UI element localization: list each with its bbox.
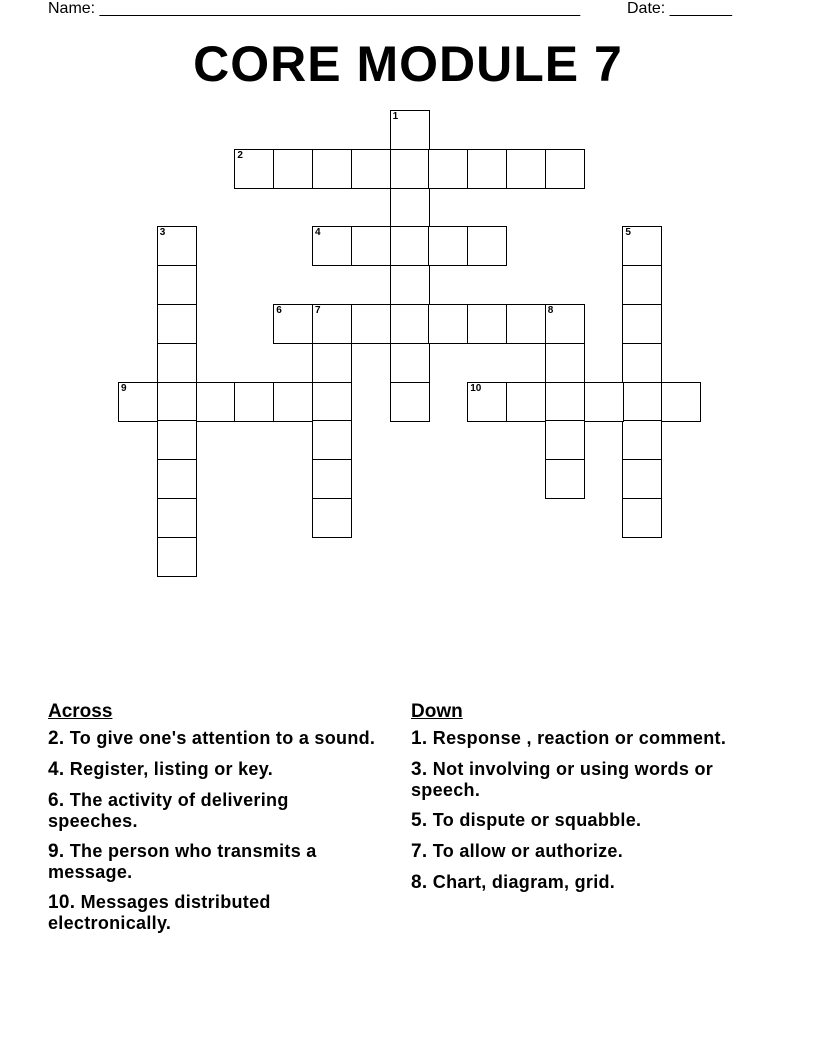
grid-cell[interactable] <box>312 226 352 266</box>
clue-across <box>48 728 378 749</box>
grid-cell[interactable] <box>428 304 468 344</box>
clue-number: 9. <box>48 841 65 862</box>
clue-number: 3. <box>411 759 428 780</box>
clue-number: 6. <box>48 790 65 811</box>
cell-number: 2 <box>237 149 243 161</box>
grid-cell[interactable] <box>661 382 701 422</box>
grid-cell[interactable] <box>545 149 585 189</box>
cell-number: 1 <box>392 111 399 122</box>
grid-cell[interactable] <box>118 382 158 422</box>
grid-cell[interactable] <box>157 382 197 422</box>
clue-down <box>411 810 741 831</box>
grid-cell[interactable] <box>390 226 430 266</box>
grid-cell[interactable] <box>390 265 430 305</box>
grid-cell[interactable] <box>467 382 507 422</box>
grid-cell[interactable] <box>622 304 662 344</box>
grid-cell[interactable] <box>312 149 352 189</box>
grid-cell[interactable] <box>273 304 313 344</box>
grid-cell[interactable] <box>157 226 197 266</box>
clue-number: 1. <box>411 728 428 749</box>
grid-cell[interactable] <box>312 459 352 499</box>
across-clues <box>48 700 378 943</box>
clue-text: To allow or authorize. <box>432 841 624 861</box>
grid-cell[interactable] <box>622 498 662 538</box>
clue-text: Response , reaction or comment. <box>432 728 727 748</box>
clue-across <box>48 841 378 882</box>
clue-down <box>411 872 741 893</box>
clue-number: 10. <box>48 892 76 913</box>
grid-cell[interactable] <box>351 304 391 344</box>
grid-cell[interactable] <box>467 226 507 266</box>
grid-cell[interactable] <box>390 382 430 422</box>
grid-cell[interactable] <box>545 420 585 460</box>
cell-number: 8 <box>547 305 554 316</box>
clue-text: Chart, diagram, grid. <box>432 872 616 892</box>
across-heading: Across <box>48 701 113 722</box>
grid-cell[interactable] <box>157 420 197 460</box>
page-title: CORE MODULE 7 <box>193 36 623 92</box>
grid-cell[interactable] <box>467 149 507 189</box>
cell-number: 10 <box>470 382 482 394</box>
grid-cell[interactable] <box>312 382 352 422</box>
grid-cell[interactable] <box>390 188 430 228</box>
clue-number: 5. <box>411 810 428 831</box>
grid-cell[interactable] <box>622 265 662 305</box>
grid-cell[interactable] <box>196 382 236 422</box>
clue-text: To dispute or squabble. <box>432 810 642 830</box>
grid-cell[interactable] <box>622 459 662 499</box>
clue-number: 2. <box>48 728 65 749</box>
grid-cell[interactable] <box>428 149 468 189</box>
grid-cell[interactable] <box>234 149 274 189</box>
clue-number: 7. <box>411 841 428 862</box>
grid-cell[interactable] <box>390 343 430 383</box>
clue-down <box>411 728 741 749</box>
cell-number: 9 <box>121 382 127 394</box>
grid-cell[interactable] <box>545 459 585 499</box>
grid-cell[interactable] <box>157 265 197 305</box>
clue-across <box>48 892 378 933</box>
grid-cell[interactable] <box>428 226 468 266</box>
grid-cell[interactable] <box>312 343 352 383</box>
grid-cell[interactable] <box>467 304 507 344</box>
clue-text: Messages distributed electronically. <box>48 892 271 933</box>
grid-cell[interactable] <box>545 304 585 344</box>
grid-cell[interactable] <box>273 149 313 189</box>
grid-cell[interactable] <box>157 343 197 383</box>
grid-cell[interactable] <box>157 459 197 499</box>
grid-cell[interactable] <box>312 304 352 344</box>
clue-number: 4. <box>48 759 65 780</box>
grid-cell[interactable] <box>622 343 662 383</box>
grid-cell[interactable] <box>312 420 352 460</box>
grid-cell[interactable] <box>622 420 662 460</box>
grid-cell[interactable] <box>351 149 391 189</box>
grid-cell[interactable] <box>506 382 546 422</box>
clue-down <box>411 841 741 862</box>
grid-cell[interactable] <box>273 382 313 422</box>
clue-across <box>48 790 378 831</box>
cell-number: 3 <box>159 227 166 239</box>
grid-cell[interactable] <box>622 226 662 266</box>
cell-number: 7 <box>315 305 321 316</box>
grid-cell[interactable] <box>545 382 585 422</box>
grid-cell[interactable] <box>351 226 391 266</box>
clue-text: Register, listing or key. <box>69 759 273 779</box>
clue-text: Not involving or using words or speech. <box>411 759 714 800</box>
clue-text: The activity of delivering speeches. <box>48 790 289 831</box>
clue-text: The person who transmits a message. <box>48 841 317 882</box>
cell-number: 6 <box>276 305 282 316</box>
grid-cell[interactable] <box>157 498 197 538</box>
grid-cell[interactable] <box>506 149 546 189</box>
grid-cell[interactable] <box>312 498 352 538</box>
name-field-label: Name: ______________________________________________________ <box>48 0 581 17</box>
grid-cell[interactable] <box>234 382 274 422</box>
grid-cell[interactable] <box>545 343 585 383</box>
cell-number: 5 <box>625 227 631 239</box>
grid-cell[interactable] <box>390 110 430 150</box>
down-clues <box>411 700 741 903</box>
clue-across <box>48 759 378 780</box>
cell-number: 4 <box>315 227 321 239</box>
grid-cell[interactable] <box>506 304 546 344</box>
clue-number: 8. <box>411 872 428 893</box>
grid-cell[interactable] <box>622 382 662 422</box>
grid-cell[interactable] <box>584 382 624 422</box>
grid-cell[interactable] <box>157 304 197 344</box>
date-field-label: Date: _______ <box>627 0 732 17</box>
grid-cell[interactable] <box>390 149 430 189</box>
grid-cell[interactable] <box>390 304 430 344</box>
grid-cell[interactable] <box>157 537 197 577</box>
down-heading: Down <box>411 701 463 722</box>
clue-down <box>411 759 741 800</box>
clue-text: To give one's attention to a sound. <box>69 728 376 748</box>
